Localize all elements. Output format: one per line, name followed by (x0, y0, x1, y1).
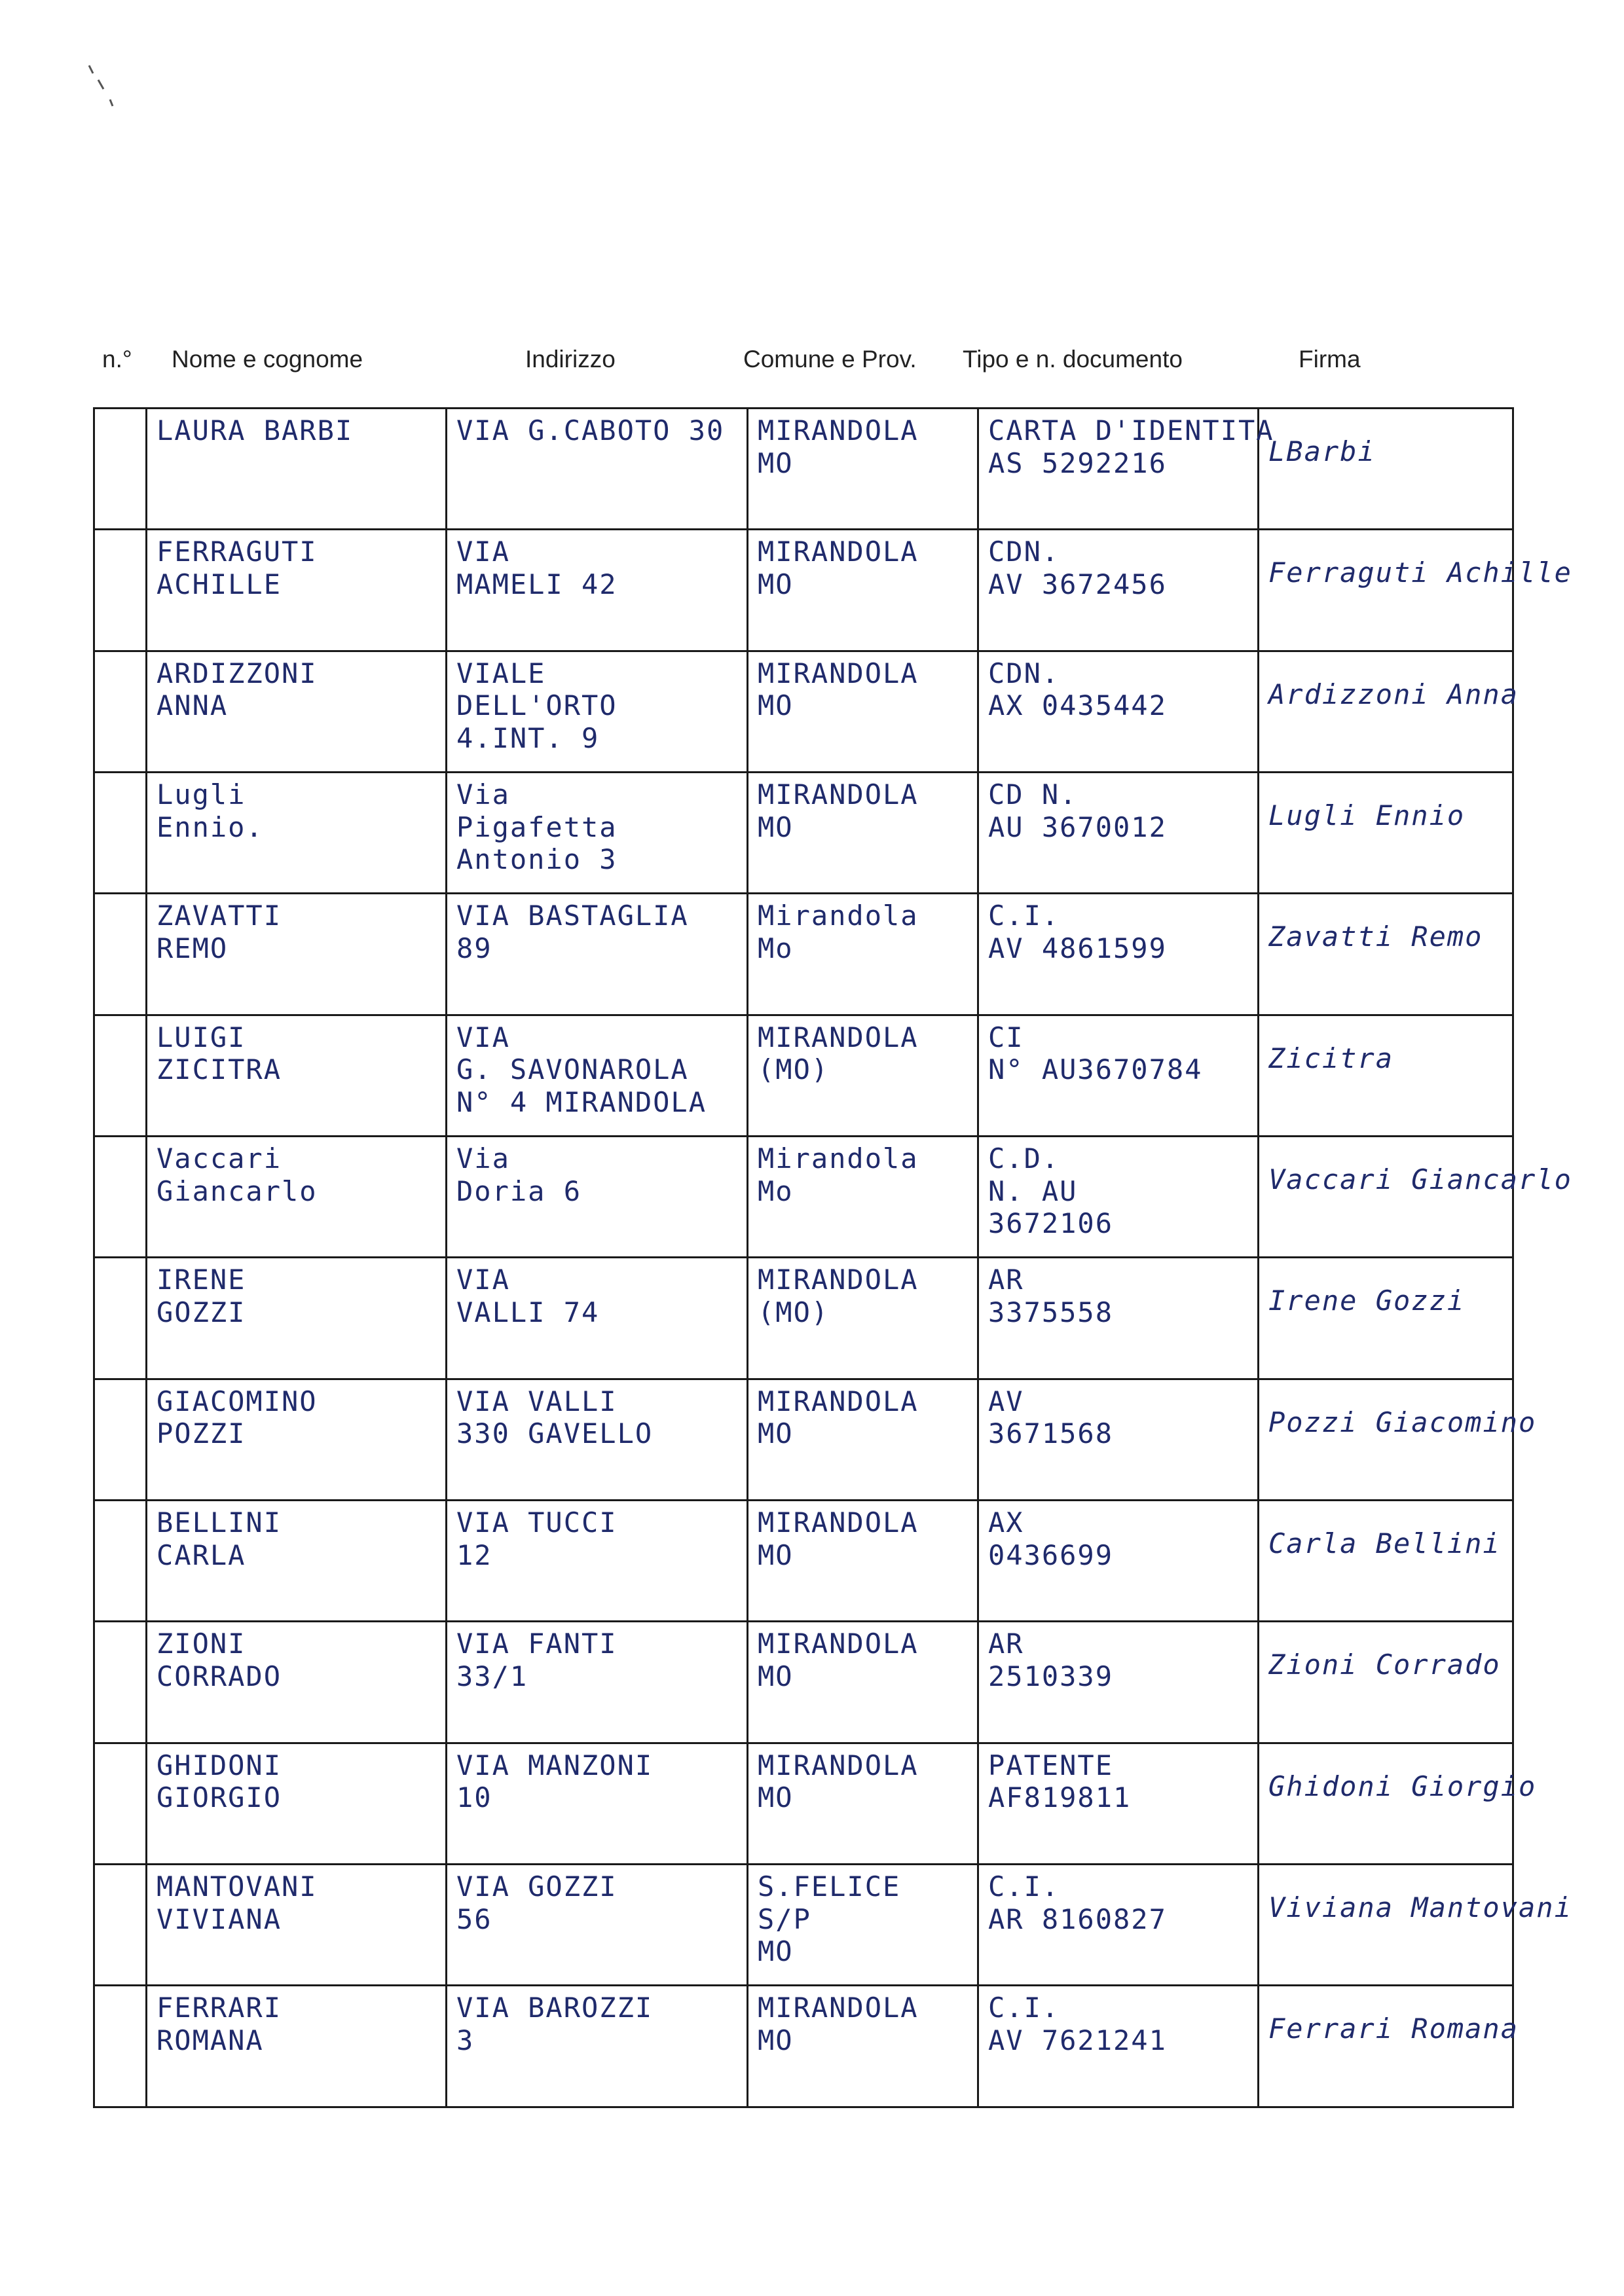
document-line: 0436699 (988, 1539, 1114, 1571)
name-cell (147, 1258, 447, 1379)
signature-cell: Zavatti Remo (1259, 894, 1513, 1015)
name-cell (147, 1015, 447, 1136)
municipality-line: MO (758, 2024, 794, 2057)
row-number-cell (94, 651, 147, 772)
name-line: ACHILLE (157, 568, 282, 600)
document-line: AV 4861599 (988, 932, 1167, 964)
document-line: N. AU (988, 1175, 1078, 1207)
table-row (94, 530, 1513, 651)
name-line: FERRAGUTI (157, 536, 318, 568)
address-cell (447, 1986, 748, 2107)
signature-cell: Zioni Corrado (1259, 1622, 1513, 1743)
document-line: AV 3672456 (988, 568, 1167, 600)
address-line: Via (456, 778, 510, 811)
address-line: VIA TUCCI (456, 1506, 618, 1539)
address-line: Pigafetta (456, 811, 618, 843)
document-line: C.I. (988, 1992, 1060, 2024)
name-line: IRENE (157, 1264, 246, 1296)
column-headers (0, 340, 1624, 380)
name-cell (147, 773, 447, 894)
name-line: Lugli (157, 778, 246, 811)
address-cell (447, 1379, 748, 1500)
name-cell (147, 1986, 447, 2107)
municipality-cell (748, 1865, 978, 1986)
document-line: 3672106 (988, 1207, 1114, 1240)
name-line: Vaccari (157, 1142, 282, 1175)
name-line: LAURA BARBI (157, 414, 354, 446)
address-line: MAMELI 42 (456, 568, 618, 600)
name-line: Giancarlo (157, 1175, 318, 1207)
document-cell (978, 1501, 1259, 1622)
address-line: 56 (456, 1903, 492, 1935)
name-line: REMO (157, 932, 229, 964)
name-line: ZICITRA (157, 1053, 282, 1086)
scan-artifact-mark (84, 60, 123, 113)
document-line: AR 8160827 (988, 1903, 1167, 1935)
table-row (94, 1622, 1513, 1743)
document-line: 3375558 (988, 1296, 1114, 1328)
municipality-cell (748, 409, 978, 530)
address-line: VIA BAROZZI (456, 1992, 654, 2024)
signature-cell: Ferraguti Achille (1259, 530, 1513, 651)
document-line: CARTA D'IDENTITA (988, 414, 1274, 446)
name-line: ARDIZZONI (157, 657, 318, 689)
row-number-cell (94, 1137, 147, 1258)
municipality-cell (748, 1622, 978, 1743)
address-cell (447, 773, 748, 894)
signature-cell: Viviana Mantovani (1259, 1865, 1513, 1986)
address-line: 10 (456, 1781, 492, 1814)
municipality-line: S/P (758, 1903, 811, 1935)
municipality-line: Mirandola (758, 1142, 919, 1175)
name-cell (147, 1743, 447, 1864)
row-number-cell (94, 1986, 147, 2107)
municipality-line: MIRANDOLA (758, 1264, 919, 1296)
document-cell (978, 1622, 1259, 1743)
document-line: AU 3670012 (988, 811, 1167, 843)
header-number: n.° (102, 346, 132, 373)
address-line: Doria 6 (456, 1175, 582, 1207)
address-line: 33/1 (456, 1660, 528, 1692)
table-row (94, 773, 1513, 894)
name-line: MANTOVANI (157, 1870, 318, 1903)
signatures-table-body (94, 409, 1572, 2107)
address-line: VALLI 74 (456, 1296, 600, 1328)
address-line: DELL'ORTO (456, 689, 618, 722)
address-cell (447, 1865, 748, 1986)
row-number-cell (94, 409, 147, 530)
header-municipality: Comune e Prov. (743, 346, 917, 373)
name-line: ROMANA (157, 2024, 264, 2057)
document-cell (978, 894, 1259, 1015)
table-row (94, 1865, 1513, 1986)
name-cell (147, 1137, 447, 1258)
municipality-line: MIRANDOLA (758, 1021, 919, 1053)
document-cell (978, 1379, 1259, 1500)
document-cell (978, 1258, 1259, 1379)
table-row (94, 1137, 1513, 1258)
signature-cell: Ferrari Romana (1259, 1986, 1513, 2107)
address-cell (447, 1622, 748, 1743)
document-line: AX 0435442 (988, 689, 1167, 722)
row-number-cell (94, 1743, 147, 1864)
document-cell (978, 1865, 1259, 1986)
table-row (94, 651, 1513, 772)
municipality-line: Mo (758, 1175, 794, 1207)
row-number-cell (94, 1015, 147, 1136)
municipality-line: MIRANDOLA (758, 414, 919, 446)
municipality-line: MO (758, 811, 794, 843)
address-line: G. SAVONAROLA (456, 1053, 689, 1086)
document-line: CDN. (988, 657, 1060, 689)
signature-cell: Carla Bellini (1259, 1501, 1513, 1622)
row-number-cell (94, 773, 147, 894)
municipality-line: MO (758, 1781, 794, 1814)
document-cell (978, 530, 1259, 651)
name-line: BELLINI (157, 1506, 282, 1539)
name-line: FERRARI (157, 1992, 282, 2024)
row-number-cell (94, 530, 147, 651)
signature-cell: Ardizzoni Anna (1259, 651, 1513, 772)
municipality-cell (748, 1501, 978, 1622)
address-line: 89 (456, 932, 492, 964)
municipality-line: MO (758, 446, 794, 479)
address-line: 12 (456, 1539, 492, 1571)
header-address: Indirizzo (525, 346, 616, 373)
row-number-cell (94, 1501, 147, 1622)
municipality-line: S.FELICE (758, 1870, 901, 1903)
address-cell (447, 1258, 748, 1379)
name-cell (147, 1379, 447, 1500)
table-row (94, 894, 1513, 1015)
signatures-table (93, 407, 1572, 2108)
address-line: Via (456, 1142, 510, 1175)
document-cell (978, 773, 1259, 894)
address-cell (447, 1137, 748, 1258)
address-line: VIA G.CABOTO 30 (456, 414, 725, 446)
name-line: GHIDONI (157, 1749, 282, 1781)
municipality-cell (748, 773, 978, 894)
document-cell (978, 1137, 1259, 1258)
address-line: 4.INT. 9 (456, 721, 600, 754)
document-line: 2510339 (988, 1660, 1114, 1692)
document-cell (978, 1743, 1259, 1864)
document-line: CD N. (988, 778, 1078, 811)
municipality-cell (748, 1379, 978, 1500)
document-line: N° AU3670784 (988, 1053, 1203, 1086)
address-cell (447, 894, 748, 1015)
name-cell (147, 1622, 447, 1743)
signature-cell: Irene Gozzi (1259, 1258, 1513, 1379)
municipality-line: MO (758, 1935, 794, 1968)
municipality-line: MIRANDOLA (758, 778, 919, 811)
name-cell (147, 530, 447, 651)
signature-cell: Lugli Ennio (1259, 773, 1513, 894)
municipality-line: MIRANDOLA (758, 536, 919, 568)
address-line: VIA BASTAGLIA (456, 900, 689, 932)
document-line: CI (988, 1021, 1024, 1053)
municipality-line: MIRANDOLA (758, 1385, 919, 1417)
document-line: AF819811 (988, 1781, 1132, 1814)
municipality-line: MO (758, 689, 794, 722)
municipality-line: MIRANDOLA (758, 1992, 919, 2024)
document-line: AV (988, 1385, 1024, 1417)
address-line: 3 (456, 2024, 475, 2057)
document-cell (978, 1015, 1259, 1136)
name-line: GOZZI (157, 1296, 246, 1328)
municipality-line: Mirandola (758, 900, 919, 932)
name-line: LUIGI (157, 1021, 246, 1053)
document-cell (978, 1986, 1259, 2107)
address-line: VIA MANZONI (456, 1749, 654, 1781)
signature-cell: Vaccari Giancarlo (1259, 1137, 1513, 1258)
address-cell (447, 530, 748, 651)
name-line: ZAVATTI (157, 900, 282, 932)
address-cell (447, 1743, 748, 1864)
document-cell (978, 651, 1259, 772)
municipality-line: Mo (758, 932, 794, 964)
table-row (94, 1379, 1513, 1500)
municipality-cell (748, 894, 978, 1015)
address-line: VIA (456, 536, 510, 568)
name-line: VIVIANA (157, 1903, 282, 1935)
signature-cell: Ghidoni Giorgio (1259, 1743, 1513, 1864)
municipality-cell (748, 651, 978, 772)
document-line: AR (988, 1628, 1024, 1660)
document-line: AR (988, 1264, 1024, 1296)
name-cell (147, 894, 447, 1015)
name-line: GIACOMINO (157, 1385, 318, 1417)
municipality-line: MO (758, 1417, 794, 1450)
signature-cell: Zicitra (1259, 1015, 1513, 1136)
signature-cell: Pozzi Giacomino (1259, 1379, 1513, 1500)
municipality-cell (748, 530, 978, 651)
address-line: VIA GOZZI (456, 1870, 618, 1903)
municipality-line: MO (758, 1660, 794, 1692)
name-line: CORRADO (157, 1660, 282, 1692)
row-number-cell (94, 1865, 147, 1986)
municipality-line: MIRANDOLA (758, 1749, 919, 1781)
document-line: 3671568 (988, 1417, 1114, 1450)
document-line: C.I. (988, 1870, 1060, 1903)
name-cell (147, 409, 447, 530)
document-line: AX (988, 1506, 1024, 1539)
address-line: N° 4 MIRANDOLA (456, 1085, 707, 1118)
address-line: VIA (456, 1021, 510, 1053)
name-cell (147, 651, 447, 772)
address-line: VIA VALLI (456, 1385, 618, 1417)
address-cell (447, 651, 748, 772)
municipality-cell (748, 1258, 978, 1379)
table-row (94, 1258, 1513, 1379)
address-line: VIA (456, 1264, 510, 1296)
municipality-cell (748, 1986, 978, 2107)
municipality-line: (MO) (758, 1296, 830, 1328)
name-cell (147, 1865, 447, 1986)
table-row (94, 1501, 1513, 1622)
document-line: AV 7621241 (988, 2024, 1167, 2057)
document-line: C.D. (988, 1142, 1060, 1175)
municipality-cell (748, 1743, 978, 1864)
address-cell (447, 409, 748, 530)
municipality-cell (748, 1015, 978, 1136)
document-line: PATENTE (988, 1749, 1114, 1781)
municipality-cell (748, 1137, 978, 1258)
address-cell (447, 1015, 748, 1136)
name-line: Ennio. (157, 811, 264, 843)
name-line: CARLA (157, 1539, 246, 1571)
table-row (94, 1743, 1513, 1864)
row-number-cell (94, 894, 147, 1015)
municipality-line: MIRANDOLA (758, 1506, 919, 1539)
municipality-line: (MO) (758, 1053, 830, 1086)
signature-cell: LBarbi (1259, 409, 1513, 530)
table-row (94, 1015, 1513, 1136)
table-row (94, 409, 1513, 530)
document-line: C.I. (988, 900, 1060, 932)
row-number-cell (94, 1622, 147, 1743)
row-number-cell (94, 1379, 147, 1500)
municipality-line: MIRANDOLA (758, 1628, 919, 1660)
document-line: CDN. (988, 536, 1060, 568)
document-line: AS 5292216 (988, 446, 1167, 479)
municipality-line: MO (758, 568, 794, 600)
row-number-cell (94, 1258, 147, 1379)
name-cell (147, 1501, 447, 1622)
municipality-line: MIRANDOLA (758, 657, 919, 689)
header-signature: Firma (1299, 346, 1361, 373)
table-row (94, 1986, 1513, 2107)
document-cell (978, 409, 1274, 530)
address-line: VIA FANTI (456, 1628, 618, 1660)
header-name: Nome e cognome (172, 346, 363, 373)
address-cell (447, 1501, 748, 1622)
address-line: Antonio 3 (456, 843, 618, 876)
name-line: GIORGIO (157, 1781, 282, 1814)
address-line: VIALE (456, 657, 546, 689)
name-line: ANNA (157, 689, 229, 722)
header-document: Tipo e n. documento (963, 346, 1183, 373)
address-line: 330 GAVELLO (456, 1417, 654, 1450)
name-line: ZIONI (157, 1628, 246, 1660)
name-line: POZZI (157, 1417, 246, 1450)
municipality-line: MO (758, 1539, 794, 1571)
